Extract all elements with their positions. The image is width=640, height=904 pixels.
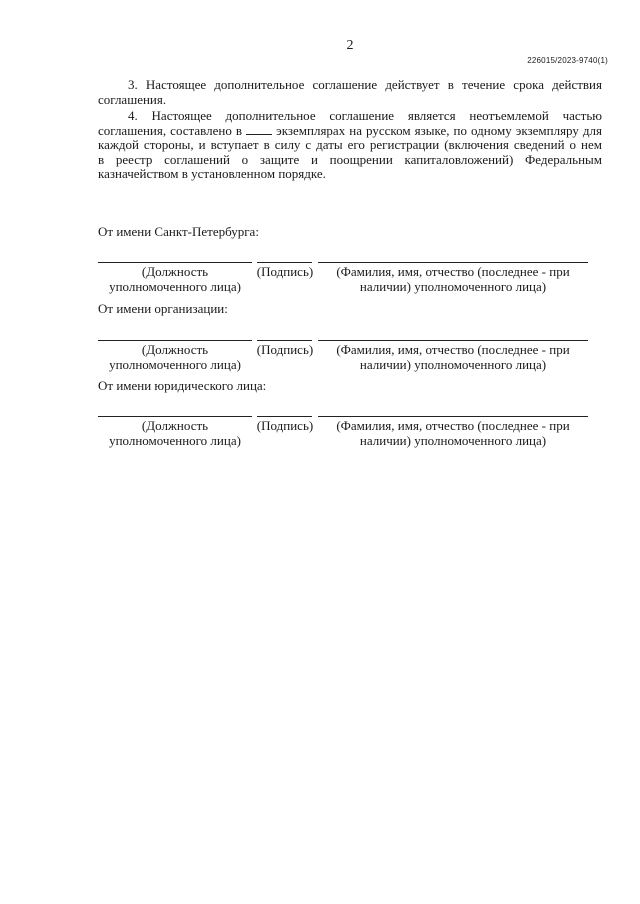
position-line [98,262,252,263]
paragraph-4 [98,109,602,182]
name-label: (Фамилия, имя, отчество (последнее - при наличии) уполномоченного лица) [336,418,570,448]
position-line [98,340,252,341]
signature-line [257,262,312,263]
name-line [318,340,588,341]
document-id: 226015/2023-9740(1) [527,56,608,65]
paragraph-4-line-5: казначейством в установленном порядке. [98,166,326,181]
signature-line [257,416,312,417]
paragraph-3-line-1: 3. Настоящее дополнительное соглашение действует в течение срока действия [128,77,602,92]
position-label: (Должность уполномоченного лица) [109,418,241,448]
party-title: От имени организации: [98,301,228,316]
name-line [318,262,588,263]
copies-blank-field [246,124,272,135]
position-line [98,416,252,417]
party-title: От имени юридического лица: [98,378,267,393]
name-label: (Фамилия, имя, отчество (последнее - при наличии) уполномоченного лица) [336,264,570,294]
page-number: 2 [346,38,354,53]
position-label: (Должность уполномоченного лица) [109,264,241,294]
signature-line [257,340,312,341]
paragraph-4-line-2: соглашения, составлено в экземплярах на русском языке, по одному экземпляру для [98,122,603,138]
paragraph-3-line-2: соглашения. [98,91,167,107]
signature-label: (Подпись) [256,342,314,357]
signature-label: (Подпись) [256,264,314,279]
party-title: От имени Санкт-Петербурга: [98,224,259,239]
paragraph-4-line-1: 4. Настоящее дополнительное соглашение является неотъемлемой частью [128,108,602,123]
name-line [318,416,588,417]
name-label: (Фамилия, имя, отчество (последнее - при наличии) уполномоченного лица) [336,342,570,372]
position-label: (Должность уполномоченного лица) [109,342,241,372]
signature-label: (Подпись) [256,418,314,433]
paragraph-4-line-3: каждой стороны, и вступает в силу с даты его регистрации (включения сведений о нем [98,137,602,152]
paragraph-4-line-4: в реестр соглашений о защите и поощрении капиталовложений) Федеральным [98,151,602,167]
paragraph-3 [98,78,602,107]
